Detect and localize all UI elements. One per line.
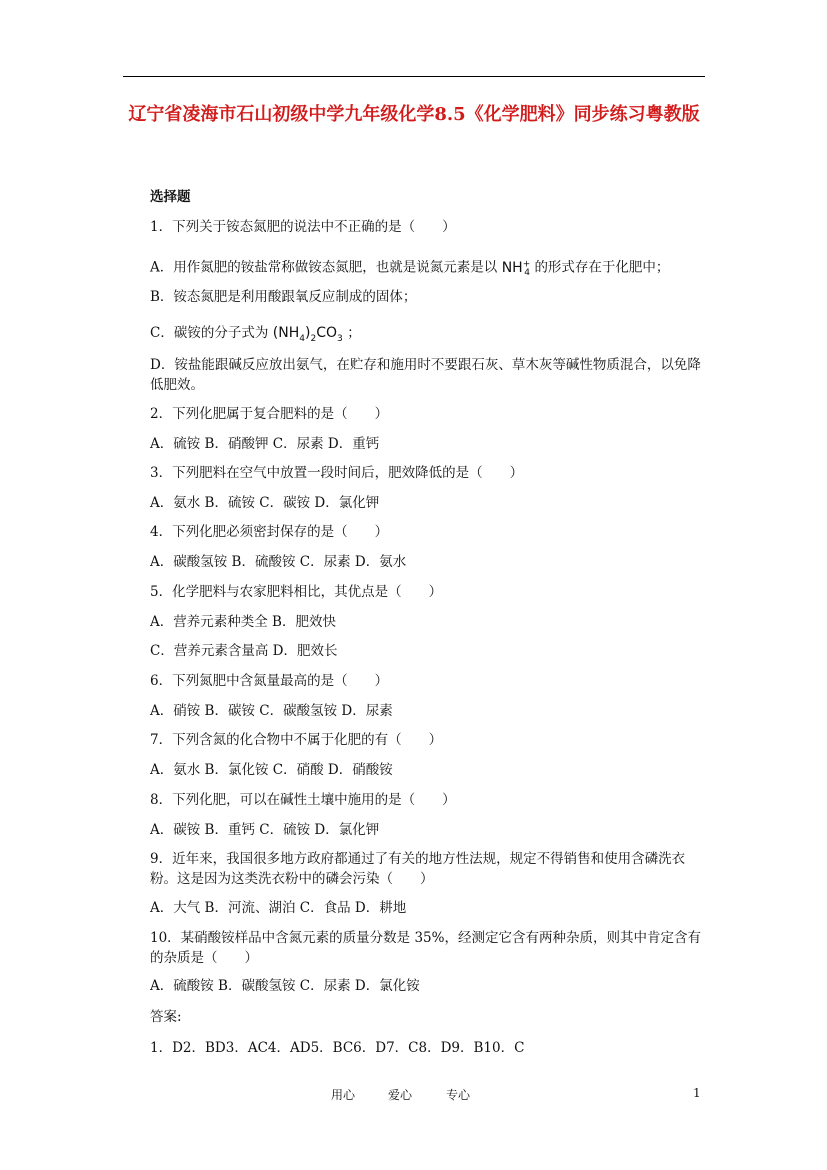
q1-option-c <box>150 323 710 349</box>
q1-option-c-text: C．碳铵的分子式为 <box>150 325 269 341</box>
q1-option-a <box>150 254 710 283</box>
q3-options: A．氨水 B．硫铵 C．碳铵 D．氯化钾 <box>150 495 380 511</box>
footer-text-3: 专心 <box>446 1088 471 1102</box>
page-number: 1 <box>693 1086 701 1100</box>
answers-text: 1．D2．BD3．AC4．AD5．BC6．D7．C8．D9．B10．C <box>150 1040 525 1056</box>
q4-stem: 4．下列化肥必须密封保存的是（ ） <box>150 524 389 540</box>
q3-stem: 3．下列肥料在空气中放置一段时间后，肥效降低的是（ ） <box>150 465 524 481</box>
q1-option-d: D．铵盐能跟碱反应放出氨气，在贮存和施用时不要跟石灰、草木灰等碱性物质混合，以免降低肥效。 <box>150 357 701 393</box>
document-title: 辽宁省凌海市石山初级中学九年级化学8.5《化学肥料》同步练习粤教版 <box>128 104 700 125</box>
q5-stem: 5．化学肥料与农家肥料相比，其优点是（ ） <box>150 584 443 600</box>
q1-stem: 1．下列关于铵态氮肥的说法中不正确的是（ ） <box>150 219 456 235</box>
q9-stem: 9．近年来，我国很多地方政府都通过了有关的地方性法规，规定不得销售和使用含磷洗衣粉。这是因为这类洗衣粉中的磷会污染（ ） <box>150 851 686 887</box>
answers-label: 答案: <box>150 1009 182 1025</box>
ammonium-carbonate-formula: $(NH_4)_2CO_3$ <box>268 325 343 344</box>
q2-stem: 2．下列化肥属于复合肥料的是（ ） <box>150 406 389 422</box>
q7-stem: 7．下列含氮的化合物中不属于化肥的有（ ） <box>150 732 443 748</box>
q4-options: A．碳酸氢铵 B．硫酸铵 C．尿素 D．氨水 <box>150 554 407 570</box>
q1-option-a-text: A．用作氮肥的铵盐常称做铵态氮肥，也就是说氮元素是以 <box>150 259 498 276</box>
q8-options: A．碳铵 B．重钙 C．硫铵 D．氯化钾 <box>150 822 380 838</box>
q8-stem: 8．下列化肥，可以在碱性土壤中施用的是（ ） <box>150 792 456 808</box>
q9-options: A．大气 B．河流、湖泊 C．食品 D．耕地 <box>150 900 407 916</box>
ammonium-ion-formula: $NH^+_4$ <box>497 259 531 279</box>
q10-options: A．硫酸铵 B．碳酸氢铵 C．尿素 D．氯化铵 <box>150 978 420 994</box>
q6-stem: 6．下列氮肥中含氮量最高的是（ ） <box>150 673 389 689</box>
q5-options: A．营养元素种类全 B．肥效快 <box>150 614 336 630</box>
footer-text-2: 爱心 <box>388 1088 413 1102</box>
q1-option-b: B．铵态氮肥是利用酸跟氧反应制成的固体； <box>150 289 417 305</box>
q1-option-a-text-end: 的形式存在于化肥中； <box>534 259 670 276</box>
top-rule <box>123 76 705 77</box>
q5-options-2: C．营养元素含量高 D．肥效长 <box>150 643 338 659</box>
q1-option-c-end: ； <box>347 325 361 341</box>
q6-options: A．硝铵 B．碳铵 C．碳酸氢铵 D．尿素 <box>150 703 393 719</box>
q10-stem: 10．某硝酸铵样品中含氮元素的质量分数是 35%，经测定它含有两种杂质，则其中肯定含有的杂质是（ ） <box>150 930 701 966</box>
footer-text-1: 用心 <box>331 1088 356 1102</box>
q2-options: A．硫铵 B．硝酸钾 C．尿素 D．重钙 <box>150 436 380 452</box>
section-heading: 选择题 <box>150 189 191 205</box>
q7-options: A．氨水 B．氯化铵 C．硝酸 D．硝酸铵 <box>150 762 393 778</box>
